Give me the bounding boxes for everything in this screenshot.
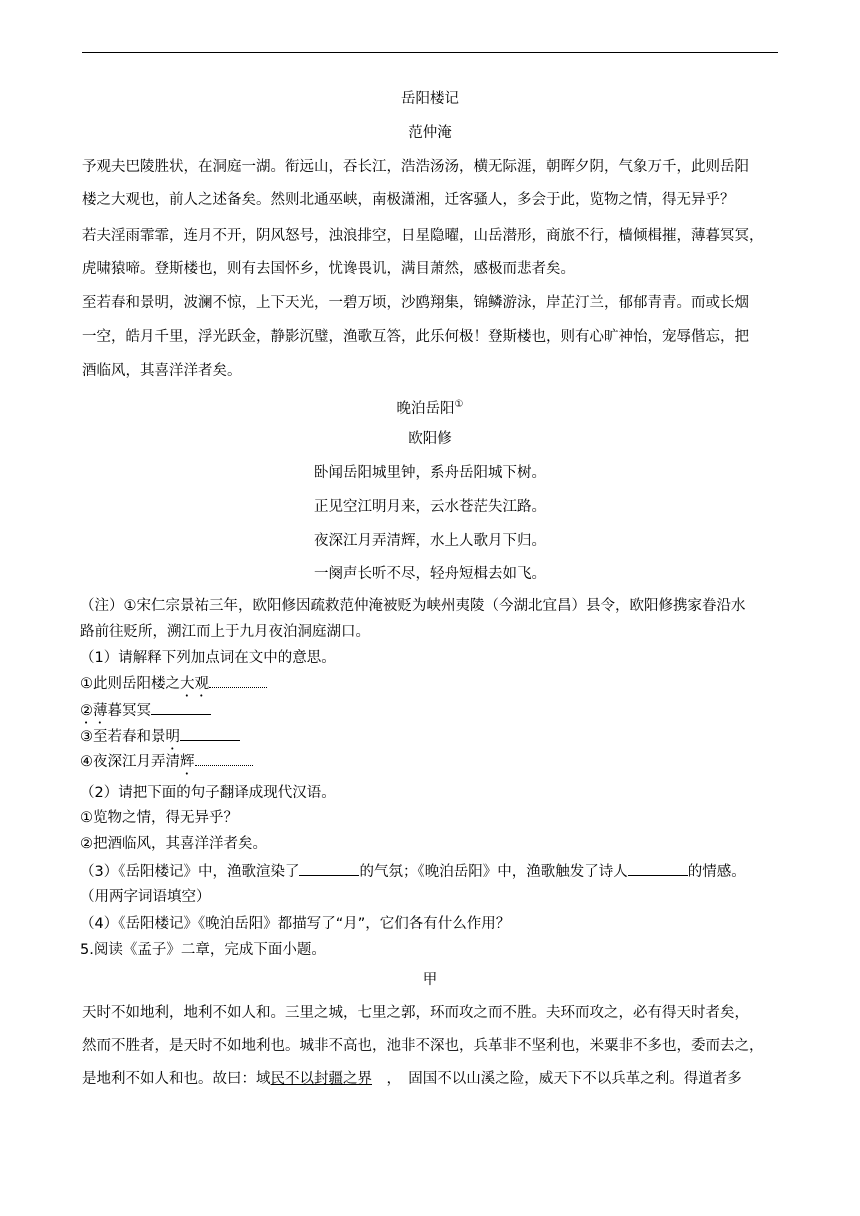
prose-line: 若夫淫雨霏霏，连月不开，阴风怒号，浊浪排空，日星隐曜，山岳潜形，商旅不行，樯倾楫摧，薄暮冥冥， — [82, 228, 764, 244]
prose-line: 予观夫巴陵胜状，在洞庭一湖。衔远山，吞长江，浩浩汤汤，横无际涯，朝晖夕阴，气象万千，此则岳阳 — [82, 159, 749, 175]
question-1-item — [80, 699, 211, 727]
mencius-text: 域 — [256, 1071, 271, 1087]
question-3 — [80, 860, 746, 882]
dotted-word: 大观 — [180, 676, 209, 692]
mencius-text: 是地利不如人和也。故曰： — [82, 1071, 256, 1087]
answer-blank[interactable] — [195, 751, 253, 766]
question-1-item — [80, 673, 267, 700]
prose-line: 一空，皓月千里，浮光跃金，静影沉璧，渔歌互答，此乐何极！登斯楼也，则有心旷神怡，宠辱偕忘，把 — [82, 329, 749, 345]
question-3-hint: （用两字词语填空） — [80, 889, 211, 905]
question-1-prompt: （1）请解释下列加点词在文中的意思。 — [80, 650, 336, 666]
mencius-text: ， 固国不以山溪之险，威天下不以兵革之利。得道者多 — [372, 1071, 742, 1087]
note-line: （注）①宋仁宗景祐三年，欧阳修因疏救范仲淹被贬为峡州夷陵（今湖北宜昌）县令，欧阳修携家眷沿水 — [80, 598, 746, 614]
note-line: 路前往贬所，溯江而上于九月夜泊洞庭湖口。 — [80, 624, 370, 640]
question-1-item — [80, 751, 253, 778]
q3-text: 的气氛；《晚泊岳阳》中，渔歌触发了诗人 — [359, 864, 628, 880]
answer-blank[interactable] — [180, 725, 240, 741]
dotted-word: 明 — [165, 729, 180, 745]
prose-line: 虎啸猿啼。登斯楼也，则有去国怀乡，忧谗畏讥，满目萧然，感极而悲者矣。 — [82, 261, 575, 277]
essay-title: 岳阳楼记 — [401, 91, 459, 107]
q3-text: 的情感。 — [687, 864, 746, 880]
prose-line: 酒临风，其喜洋洋者矣。 — [82, 363, 242, 379]
dotted-word: 辉 — [180, 754, 195, 770]
item-text: ③至若春和景 — [80, 729, 166, 745]
essay-author: 范仲淹 — [408, 125, 452, 141]
poem-line: 一阕声长听不尽，轻舟短楫去如飞。 — [314, 566, 546, 582]
dotted-word: ②薄 — [80, 703, 108, 719]
mencius-line: 天时不如地利，地利不如人和。三里之城，七里之郭，环而攻之而不胜。夫环而攻之，必有得天时者矣， — [82, 1005, 749, 1021]
prose-line: 至若春和景明，波澜不惊，上下天光，一碧万顷，沙鸥翔集，锦鳞游泳，岸芷汀兰，郁郁青青。而或长烟 — [82, 295, 749, 311]
question-1-item — [80, 725, 240, 753]
answer-blank[interactable] — [299, 860, 359, 876]
question-2-prompt: （2）请把下面的句子翻译成现代汉语。 — [80, 785, 336, 801]
section-5-heading: 5.阅读《孟子》二章，完成下面小题。 — [80, 942, 326, 958]
item-text: ④夜深江月弄清 — [80, 754, 180, 770]
poem-line: 正见空江明月来，云水苍茫失江路。 — [314, 499, 546, 515]
prose-line: 楼之大观也，前人之述备矣。然则北通巫峡，南极潇湘，迁客骚人，多会于此，览物之情，得无异乎？ — [82, 192, 735, 208]
answer-blank[interactable] — [628, 860, 688, 876]
answer-blank[interactable] — [151, 699, 211, 715]
poem-title — [0, 395, 860, 419]
footnote-marker: ① — [454, 399, 464, 410]
underlined-phrase: 民不以封疆之界 — [270, 1071, 372, 1087]
passage-jia-label: 甲 — [422, 972, 438, 988]
mencius-line — [82, 1069, 742, 1089]
poem-title-text: 晚泊岳阳 — [396, 401, 455, 417]
item-text: ①此则岳阳楼之 — [80, 676, 180, 692]
question-2-sentence: ②把酒临风，其喜洋洋者矣。 — [80, 836, 267, 852]
answer-blank[interactable] — [209, 673, 267, 688]
item-text: 暮冥冥 — [107, 703, 151, 719]
mencius-line: 然而不胜者，是天时不如地利也。城非不高也，池非不深也，兵革非不坚利也，米粟非不多也，委而去之， — [82, 1038, 764, 1054]
header-rule — [82, 52, 778, 53]
question-2-sentence: ①览物之情，得无异乎？ — [80, 810, 238, 826]
poem-line: 卧闻岳阳城里钟，系舟岳阳城下树。 — [314, 465, 546, 481]
question-4: （4）《岳阳楼记》《晚泊岳阳》都描写了“月”，它们各有什么作用？ — [80, 916, 511, 932]
q3-text: （3）《岳阳楼记》中，渔歌渲染了 — [80, 864, 300, 880]
poem-author: 欧阳修 — [408, 431, 452, 447]
poem-line: 夜深江月弄清辉，水上人歌月下归。 — [314, 533, 546, 549]
